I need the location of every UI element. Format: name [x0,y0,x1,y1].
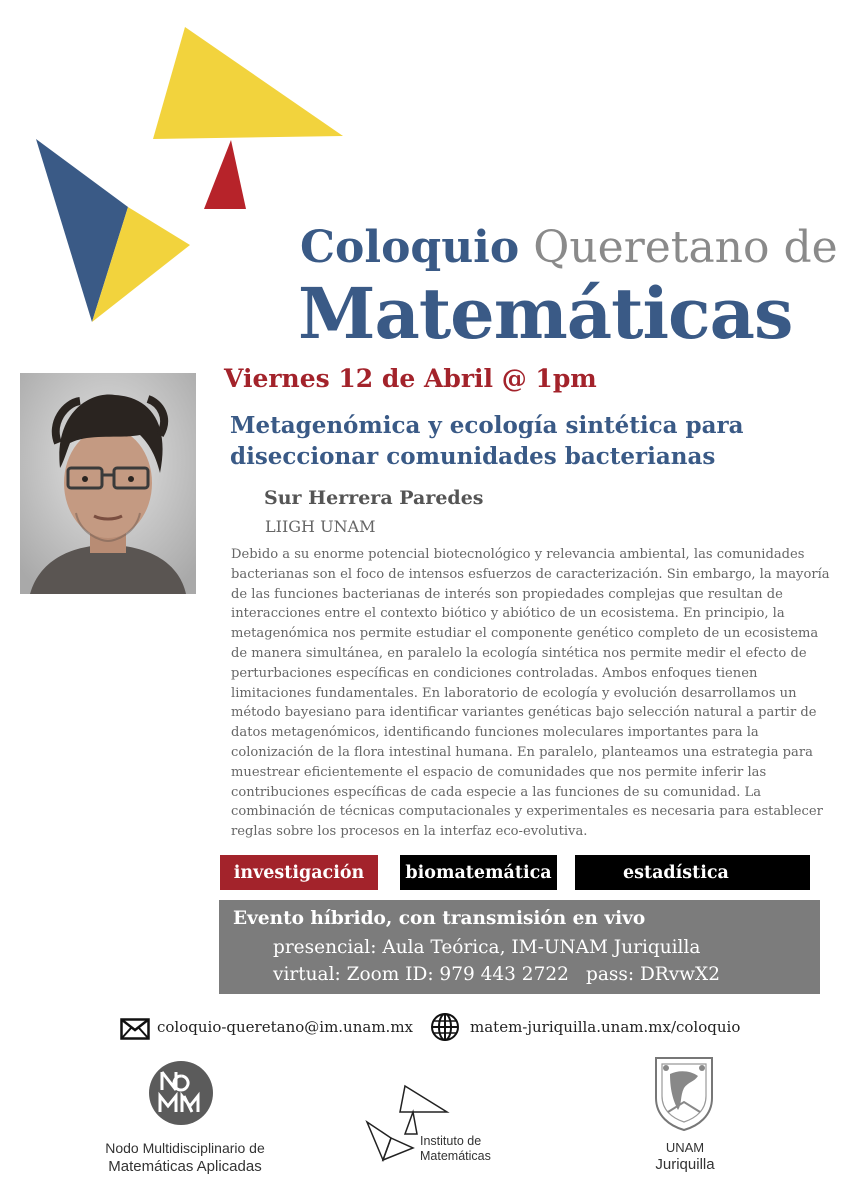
venue-presencial: presencial: Aula Teórica, IM-UNAM Juriquilla [273,937,701,958]
instituto-caption-line1: Instituto de [420,1134,482,1148]
nomma-caption-line1: Nodo Multidisciplinario de [105,1140,265,1156]
title-word-coloquio: Coloquio [300,222,520,273]
title-line-1 [300,222,838,273]
speaker-name: Sur Herrera Paredes [264,487,484,509]
speaker-portrait-illustration [20,373,196,594]
yellow-triangle-top [153,27,343,139]
unam-seal [648,1052,720,1132]
nomma-caption-line2: Matemáticas Aplicadas [108,1158,262,1175]
contact-email[interactable]: coloquio-queretano@im.unam.mx [157,1018,413,1036]
speaker-photo [20,373,196,594]
nomma-logo [148,1060,214,1126]
globe-icon [430,1012,460,1042]
venue-pass: pass: DRvwX2 [586,964,720,985]
contact-website[interactable]: matem-juriquilla.unam.mx/coloquio [470,1018,741,1036]
tag-estadistica: estadística [575,855,810,890]
tag-biomatematica: biomatemática [400,855,557,890]
envelope-icon [120,1018,150,1040]
venue-box [219,900,820,994]
instituto-caption-line2: Matemáticas [420,1149,491,1163]
tag-investigacion: investigación [220,855,378,890]
title-line-2: Matemáticas [298,272,793,355]
speaker-affiliation: LIIGH UNAM [265,517,376,536]
unam-caption-line1: UNAM [665,1140,705,1155]
red-triangle [204,140,246,209]
event-date: Viernes 12 de Abril @ 1pm [224,364,597,393]
venue-heading: Evento híbrido, con transmisión en vivo [233,908,646,929]
talk-title: Metagenómica y ecología sintética para diseccionar comunidades bacterianas [230,412,744,470]
unam-caption-line2: Juriquilla [655,1156,715,1173]
talk-abstract: Debido a su enorme potencial biotecnológico y relevancia ambiental, las comunidades bacterianas son el foco de intensos esfuerzos de caracterización. Sin embargo, la mayoría de las funciones bacterianas de interés son propiedades complejas que resultan de interacciones entre el contexto biótico y abiótico de un ecosistema. En principio, la metagenómica nos permite estudiar el componente genético completo de un ecosistema de manera simultánea, en paralelo la ecología sintética nos permite medir el efecto de perturbaciones específicas en condiciones controladas. Ambos enfoques tienen limitaciones fundamentales. En laboratorio de ecología y evolución desarrollamos un método bayesiano para identificar variantes genéticas bajo selección natural a partir de datos metagenómicos, identificando funciones moleculares importantes para la colonización de la flora intestinal humana. En paralelo, planteamos una estrategia para muestrear eficientemente el espacio de comunidades que nos permite inferir las contribuciones específicas de cada especie a las funciones de su comunidad. La combinación de técnicas computacionales y experimentales es necesaria para establecer reglas sobre los procesos en la interfaz eco-evolutiva. [231,547,830,840]
venue-virtual: virtual: Zoom ID: 979 443 2722 [273,964,569,985]
title-word-queretano: Queretano de [533,222,838,273]
